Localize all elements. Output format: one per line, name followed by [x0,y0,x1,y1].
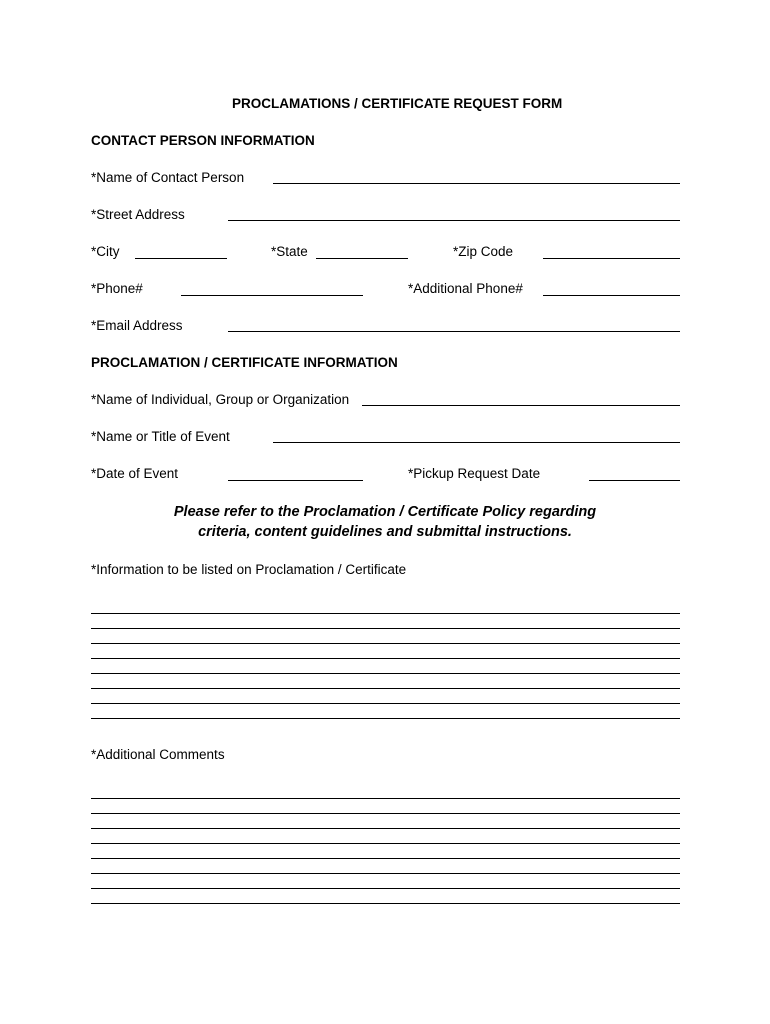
comments-line[interactable] [91,813,680,814]
information-line[interactable] [91,613,680,614]
zip-code-field[interactable] [543,258,680,259]
state-label: *State [271,244,308,259]
state-field[interactable] [316,258,408,259]
comments-line[interactable] [91,888,680,889]
comments-line[interactable] [91,828,680,829]
email-label: *Email Address [91,318,183,333]
contact-section-heading: CONTACT PERSON INFORMATION [91,133,315,148]
event-date-label: *Date of Event [91,466,179,481]
individual-label: *Name of Individual, Group or Organization [91,392,350,407]
email-field[interactable] [228,331,680,332]
information-line[interactable] [91,628,680,629]
form-title: PROCLAMATIONS / CERTIFICATE REQUEST FORM [232,96,563,111]
event-name-label: *Name or Title of Event [91,429,230,444]
information-line[interactable] [91,718,680,719]
contact-name-label: *Name of Contact Person [91,170,245,185]
policy-note-line-1: Please refer to the Proclamation / Certificate Policy regarding [173,504,597,520]
additional-phone-field[interactable] [543,295,680,296]
event-name-field[interactable] [273,442,680,443]
event-date-field[interactable] [228,480,363,481]
comments-line[interactable] [91,843,680,844]
policy-note-line-2: criteria, content guidelines and submittal instructions. [198,524,572,540]
pickup-date-field[interactable] [589,480,680,481]
comments-line[interactable] [91,858,680,859]
pickup-date-label: *Pickup Request Date [408,466,541,481]
information-line[interactable] [91,643,680,644]
information-line[interactable] [91,658,680,659]
comments-line[interactable] [91,798,680,799]
comments-line[interactable] [91,873,680,874]
proclamation-section-heading: PROCLAMATION / CERTIFICATE INFORMATION [91,355,398,370]
information-line[interactable] [91,703,680,704]
phone-field[interactable] [181,295,363,296]
phone-label: *Phone# [91,281,143,296]
city-label: *City [91,244,120,259]
information-line[interactable] [91,673,680,674]
contact-name-field[interactable] [273,183,680,184]
comments-label: *Additional Comments [91,747,225,762]
city-field[interactable] [135,258,227,259]
information-line[interactable] [91,688,680,689]
information-label: *Information to be listed on Proclamation / Certificate [91,562,407,577]
street-address-field[interactable] [228,220,680,221]
individual-field[interactable] [362,405,680,406]
zip-code-label: *Zip Code [453,244,514,259]
street-address-label: *Street Address [91,207,185,222]
additional-phone-label: *Additional Phone# [408,281,523,296]
comments-line[interactable] [91,903,680,904]
